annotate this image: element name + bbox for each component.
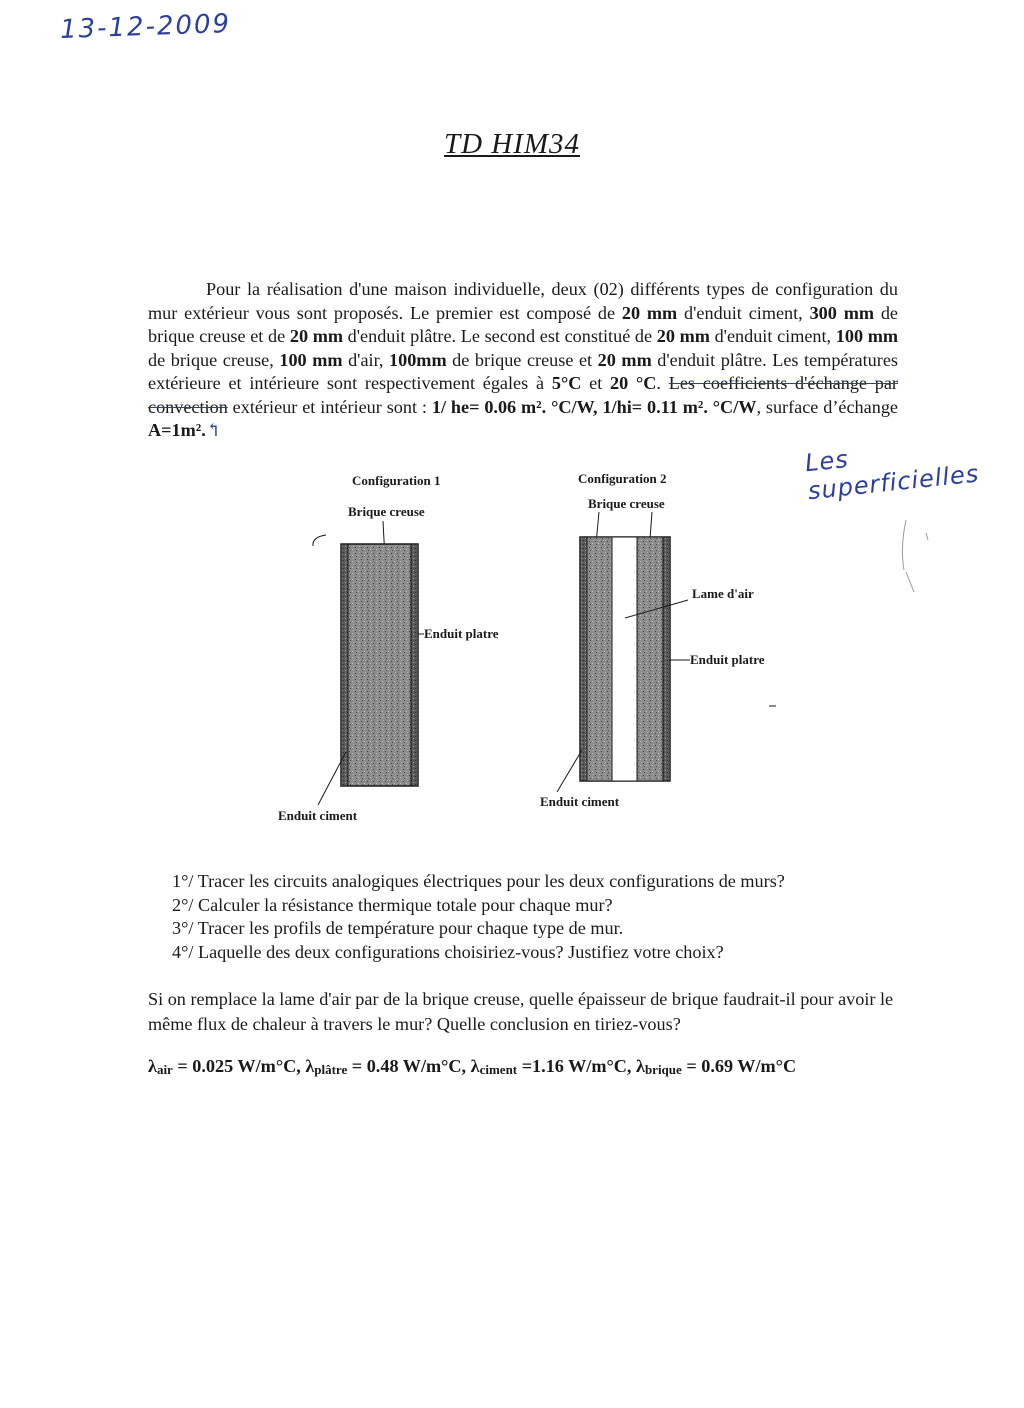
configuration-1 — [278, 473, 499, 823]
config2-brique-layer-2 — [637, 537, 663, 781]
extra-question: Si on remplace la lame d'air par de la brique creuse, quelle épaisseur de brique faudrait-il pour avoir le même flux de chaleur à travers le mur? Quelle conclusion en tiriez-vous? — [148, 989, 894, 1034]
config1-platre-label: Enduit platre — [424, 626, 499, 641]
config1-ciment-label: Enduit ciment — [278, 808, 358, 823]
config1-ciment-layer — [341, 544, 348, 786]
configuration-2 — [540, 471, 776, 809]
pencil-marks — [902, 520, 928, 592]
config2-platre-label: Enduit platre — [690, 652, 765, 667]
config2-ciment-label: Enduit ciment — [540, 794, 620, 809]
questions-list — [172, 870, 785, 964]
config1-platre-layer — [411, 544, 418, 786]
question-item: 3°/ Tracer les profils de température pour chaque type de mur. — [172, 918, 624, 938]
config1-brique-label: Brique creuse — [348, 504, 425, 519]
config2-brique-label: Brique creuse — [588, 496, 665, 511]
handwritten-date: 13-12-2009 — [59, 9, 232, 45]
thermal-conductivities: $\lambda_{air} = 0.025$ W/m°C, $\lambda_{plâtre} = 0.48$ W/m°C, $\lambda_{ciment} =1.16$ W/m°C, $\lambda_{brique} = 0.69$ W/m°C — [148, 1056, 797, 1077]
question-item: 1°/ Tracer les circuits analogiques électriques pour les deux configurations de murs? — [172, 871, 785, 891]
config2-ciment-layer — [580, 537, 587, 781]
question-item: 2°/ Calculer la résistance thermique totale pour chaque mur? — [172, 894, 613, 915]
handwritten-annotation: Les superficielles — [803, 444, 981, 506]
insert-mark: ↰ — [205, 420, 221, 440]
config2-title: Configuration 2 — [578, 471, 667, 486]
config2-air-layer — [612, 537, 637, 781]
config2-air-label: Lame d'air — [692, 586, 754, 601]
config2-brique-layer-1 — [587, 537, 612, 781]
struck-text: Les coefficients d'échange par convection — [148, 373, 898, 417]
page-title: TD HIM34 — [443, 128, 581, 160]
config1-title: Configuration 1 — [352, 473, 441, 488]
config1-brique-layer — [341, 544, 418, 786]
problem-statement: Pour la réalisation d'une maison individuelle, deux (02) différents types de configuration du mur extérieur vous sont proposés. Le premier est composé de 20 mm d'enduit ciment, 300 mm de brique creuse et de 20 mm d'enduit plâtre. Le second est constitué de 20 mm d'enduit ciment, 100 mm de brique creuse, 100 mm d'air, 100mm de brique creuse et 20 mm d'enduit plâtre. Les températures extérieure et intérieure sont respectivement égales à 5°C et 20 °C. Les coefficients d'échange par convection extérieur et intérieur sont : 1/ he= 0.06 m². °C/W, 1/hi= 0.11 m². °C/W, surface d’échange A=1m².↰ — [148, 279, 899, 440]
config2-platre-layer — [663, 537, 670, 781]
question-item: 4°/ Laquelle des deux configurations choisiriez-vous? Justifiez votre choix? — [172, 941, 724, 962]
